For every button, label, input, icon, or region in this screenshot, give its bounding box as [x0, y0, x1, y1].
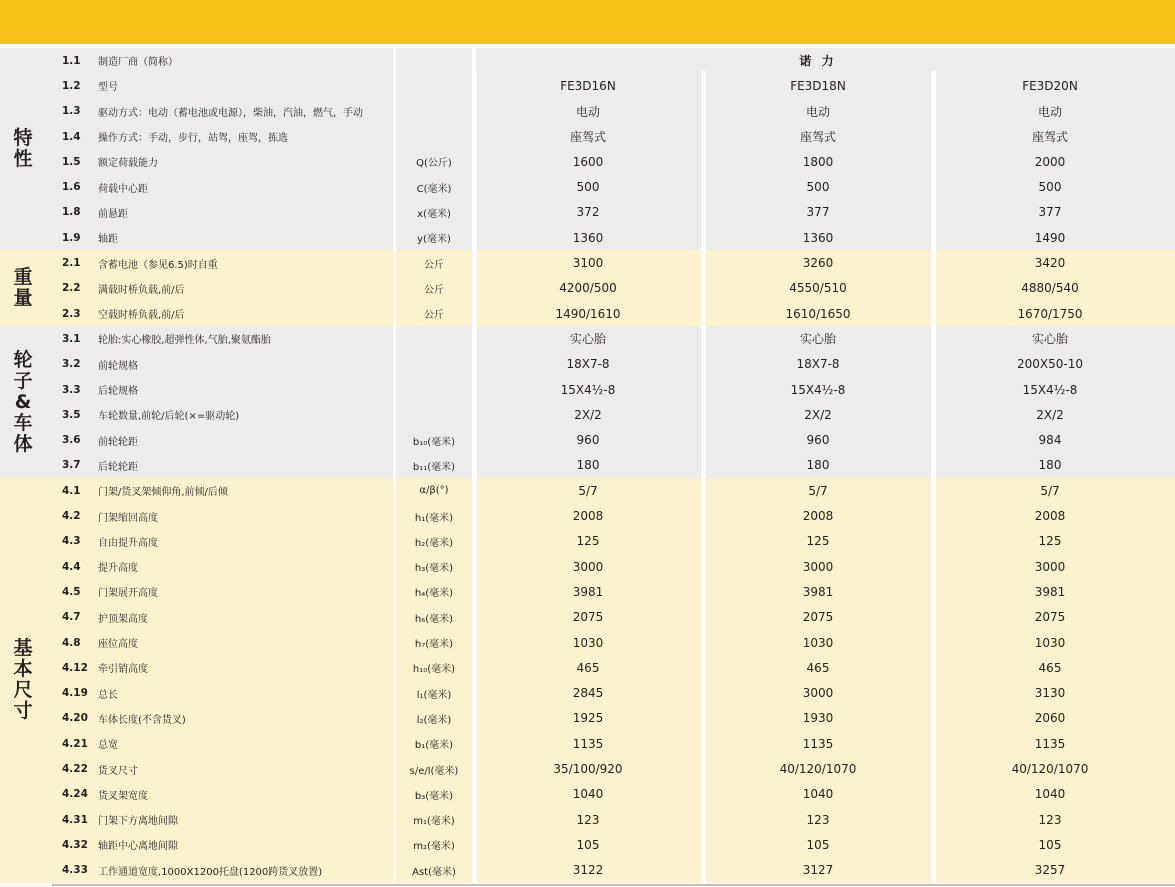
value-fe3d20n: 2X/2 [1036, 407, 1064, 422]
value-fe3d20n: 500 [1038, 180, 1062, 195]
value-fe3d20n: 2008 [1034, 509, 1066, 524]
row-number: 4.12 [62, 661, 88, 674]
table-row [0, 503, 1175, 528]
row-description: 型号 [98, 82, 118, 94]
value-fe3d18n: 1030 [802, 635, 834, 650]
value-fe3d18n: 2008 [802, 509, 834, 524]
value-fe3d20n: 3420 [1034, 256, 1066, 271]
row-number: 4.4 [62, 560, 81, 573]
value-fe3d20n: 座驾式 [1031, 130, 1068, 145]
row-description: 制造厂商（简称） [98, 57, 178, 69]
value-fe3d18n: 465 [806, 660, 830, 675]
value-fe3d18n: 105 [806, 837, 830, 852]
value-fe3d16n: 2X/2 [574, 407, 602, 422]
table-row [0, 554, 1175, 579]
section-dimensions [0, 478, 1175, 883]
row-description: 驱动方式：电动（蓄电池或电源），柴油，汽油，燃气，手动 [98, 107, 363, 119]
value-fe3d18n: 3260 [802, 256, 834, 271]
row-unit: h₆(毫米) [414, 613, 454, 625]
row-description: 提升高度 [98, 563, 138, 575]
table-row [0, 579, 1175, 604]
row-number: 4.8 [62, 636, 81, 649]
row-unit: y(毫米) [417, 234, 451, 246]
row-unit: C(毫米) [416, 183, 452, 195]
row-number: 4.24 [62, 788, 88, 801]
row-number: 3.1 [62, 332, 81, 345]
row-description: 门架/货叉架倾仰角,前倾/后倾 [98, 487, 228, 499]
table-row [0, 782, 1175, 807]
value-fe3d18n: 2075 [802, 610, 834, 625]
row-unit: α/β(°) [419, 485, 449, 497]
value-fe3d20n: 电动 [1037, 104, 1062, 119]
row-description: 门架下方离地间隙 [98, 816, 178, 828]
value-fe3d20n: 984 [1038, 433, 1062, 448]
row-number: 3.6 [62, 434, 81, 447]
table-row [0, 149, 1175, 174]
section-label-text: 基本尺寸 [13, 637, 33, 723]
section-label-text: 轮子&车体 [13, 348, 33, 455]
value-fe3d16n: 2008 [572, 509, 604, 524]
table-row [0, 706, 1175, 731]
row-description: 含蓄电池（参见6.5)时自重 [98, 259, 218, 271]
row-number: 1.5 [62, 155, 81, 168]
row-unit: b₃(毫米) [414, 790, 454, 802]
value-fe3d16n: 500 [576, 180, 600, 195]
value-fe3d20n [936, 48, 1164, 73]
row-unit: Q(公斤) [416, 158, 452, 170]
row-unit: m₁(毫米) [413, 816, 455, 828]
value-fe3d16n: 电动 [575, 104, 600, 119]
row-number: 4.1 [62, 484, 81, 497]
table-row [0, 731, 1175, 756]
row-unit: h₂(毫米) [414, 537, 454, 549]
row-unit: l₂(毫米) [416, 714, 452, 726]
value-fe3d18n: 1800 [802, 154, 834, 169]
value-fe3d16n: 1040 [572, 787, 604, 802]
row-unit: h₃(毫米) [414, 563, 454, 575]
table-row [0, 175, 1175, 200]
row-number: 1.1 [62, 54, 81, 67]
row-number: 1.8 [62, 206, 81, 219]
row-description: 自由提升高度 [98, 537, 158, 549]
row-unit: b₁₀(毫米) [412, 436, 456, 448]
row-number: 4.22 [62, 763, 88, 776]
row-unit [396, 402, 472, 427]
value-fe3d16n: 123 [576, 812, 600, 827]
row-description: 后轮轮距 [98, 461, 138, 473]
value-fe3d18n: 1135 [802, 736, 834, 751]
row-unit: b₁(毫米) [414, 740, 454, 752]
table-row [0, 402, 1175, 427]
row-description: 车轮数量,前轮/后轮(×=驱动轮) [98, 411, 240, 423]
row-description: 门架展开高度 [98, 588, 158, 600]
table-row [0, 655, 1175, 680]
table-row [0, 250, 1175, 275]
table-row [0, 200, 1175, 225]
table-row [0, 377, 1175, 402]
value-fe3d18n: 125 [806, 534, 830, 549]
value-fe3d18n: 电动 [805, 104, 830, 119]
value-fe3d16n: 105 [576, 837, 600, 852]
section-wheels-chassis [0, 326, 1175, 478]
value-fe3d18n: 诺 力 [799, 54, 837, 69]
row-number: 1.4 [62, 130, 81, 143]
row-unit: 公斤 [424, 259, 444, 271]
value-fe3d20n: 180 [1038, 458, 1062, 473]
value-fe3d20n: 2060 [1034, 711, 1066, 726]
row-unit: m₂(毫米) [413, 841, 455, 853]
row-number: 2.2 [62, 282, 81, 295]
table-row [0, 352, 1175, 377]
value-fe3d20n: 123 [1038, 812, 1062, 827]
row-unit: 公斤 [424, 284, 444, 296]
row-description: 总长 [98, 689, 118, 701]
table-row [0, 73, 1175, 98]
row-description: 额定荷载能力 [98, 158, 158, 170]
value-fe3d16n: 2845 [572, 686, 604, 701]
header-bar [0, 0, 1175, 44]
table-row [0, 478, 1175, 503]
value-fe3d16n: 125 [576, 534, 600, 549]
value-fe3d16n: 1135 [572, 736, 604, 751]
value-fe3d16n: 1925 [572, 711, 604, 726]
value-fe3d20n: 1030 [1034, 635, 1066, 650]
value-fe3d18n: 3000 [802, 559, 834, 574]
row-number: 2.3 [62, 307, 81, 320]
value-fe3d20n: 4880/540 [1021, 281, 1079, 296]
value-fe3d20n: 2075 [1034, 610, 1066, 625]
value-fe3d16n: 1360 [572, 230, 604, 245]
value-fe3d20n: 465 [1038, 660, 1062, 675]
table-row [0, 427, 1175, 452]
row-number: 1.3 [62, 105, 81, 118]
value-fe3d20n: 2000 [1034, 154, 1066, 169]
row-unit: Ast(毫米) [412, 866, 456, 878]
row-description: 工作通道宽度,1000X1200托盘(1200跨货叉放置) [98, 866, 323, 878]
row-description: 货叉尺寸 [98, 765, 138, 777]
row-number: 3.5 [62, 408, 81, 421]
value-fe3d18n: 500 [806, 180, 830, 195]
row-unit [396, 48, 472, 73]
row-description: 荷载中心距 [98, 183, 148, 195]
row-unit: l₁(毫米) [416, 689, 452, 701]
value-fe3d20n: 15X4½-8 [1022, 382, 1078, 397]
value-fe3d16n: 3981 [572, 584, 604, 599]
row-description: 前轮轮距 [98, 436, 138, 448]
value-fe3d18n: 座驾式 [799, 130, 836, 145]
value-fe3d18n: 18X7-8 [796, 357, 840, 372]
row-unit [396, 377, 472, 402]
value-fe3d18n: 4550/510 [789, 281, 847, 296]
row-number: 4.31 [62, 813, 88, 826]
row-description: 满载时桥负载,前/后 [98, 284, 185, 296]
value-fe3d18n: 1040 [802, 787, 834, 802]
value-fe3d20n: 实心胎 [1031, 332, 1068, 347]
table-row [0, 858, 1175, 883]
value-fe3d20n: 377 [1038, 205, 1062, 220]
bottom-rule [52, 884, 1175, 886]
row-description: 后轮规格 [98, 386, 138, 398]
value-fe3d16n: FE3D16N [560, 78, 616, 93]
value-fe3d20n: 200X50-10 [1017, 357, 1083, 372]
row-unit [396, 73, 472, 98]
table-row [0, 529, 1175, 554]
value-fe3d18n: 实心胎 [799, 332, 836, 347]
value-fe3d16n: 180 [576, 458, 600, 473]
value-fe3d20n: 1490 [1034, 230, 1066, 245]
value-fe3d18n: 123 [806, 812, 830, 827]
value-fe3d16n: 3100 [572, 256, 604, 271]
table-row [0, 756, 1175, 781]
row-description: 轴距 [98, 234, 118, 246]
table-row [0, 225, 1175, 250]
row-description: 货叉架宽度 [98, 790, 148, 802]
value-fe3d20n: 125 [1038, 534, 1062, 549]
table-row [0, 276, 1175, 301]
row-description: 门架缩回高度 [98, 512, 158, 524]
value-fe3d18n: 2X/2 [804, 407, 832, 422]
value-fe3d18n: 5/7 [808, 483, 828, 498]
value-fe3d16n: 18X7-8 [566, 357, 610, 372]
value-fe3d16n: 5/7 [578, 483, 598, 498]
value-fe3d20n: 1040 [1034, 787, 1066, 802]
row-description: 总宽 [98, 740, 118, 752]
value-fe3d16n [476, 48, 700, 73]
value-fe3d16n: 465 [576, 660, 600, 675]
row-number: 1.6 [62, 181, 81, 194]
row-number: 1.9 [62, 231, 81, 244]
row-number: 3.7 [62, 459, 81, 472]
section-label-text: 特性 [13, 127, 33, 171]
row-unit [396, 326, 472, 351]
row-number: 4.2 [62, 510, 81, 523]
row-unit [396, 124, 472, 149]
row-unit: x(毫米) [417, 208, 451, 220]
row-description: 前轮规格 [98, 360, 138, 372]
value-fe3d16n: 1600 [572, 154, 604, 169]
row-unit: 公斤 [424, 310, 444, 322]
row-unit: h₇(毫米) [414, 639, 454, 651]
row-description: 轮胎:实心橡胶,超弹性体,气胎,聚氨酯胎 [98, 335, 271, 347]
value-fe3d16n: 4200/500 [559, 281, 617, 296]
row-description: 空载时桥负载,前/后 [98, 310, 185, 322]
value-fe3d16n: 1030 [572, 635, 604, 650]
row-description: 护顶架高度 [98, 613, 148, 625]
row-unit: h₄(毫米) [414, 588, 454, 600]
row-number: 4.33 [62, 864, 88, 877]
row-number: 4.32 [62, 838, 88, 851]
value-fe3d16n: 3000 [572, 559, 604, 574]
row-description: 操作方式：手动，步行，站驾，座驾，拣选 [98, 133, 288, 145]
row-description: 前悬距 [98, 208, 128, 220]
row-number: 4.20 [62, 712, 88, 725]
row-unit: b₁₁(毫米) [412, 461, 456, 473]
table-row [0, 124, 1175, 149]
value-fe3d16n: 3122 [572, 863, 604, 878]
value-fe3d20n: 105 [1038, 837, 1062, 852]
table-row [0, 326, 1175, 351]
value-fe3d18n: 377 [806, 205, 830, 220]
value-fe3d16n: 2075 [572, 610, 604, 625]
value-fe3d20n: 1135 [1034, 736, 1066, 751]
row-unit [396, 99, 472, 124]
value-fe3d20n: 3000 [1034, 559, 1066, 574]
value-fe3d16n: 372 [576, 205, 600, 220]
row-unit [396, 352, 472, 377]
row-description: 座位高度 [98, 639, 138, 651]
row-number: 4.19 [62, 687, 88, 700]
table-row [0, 630, 1175, 655]
row-description: 车体长度(不含货叉) [98, 714, 186, 726]
table-row [0, 605, 1175, 630]
value-fe3d20n: 3257 [1034, 863, 1066, 878]
row-unit: h₁₀(毫米) [412, 664, 456, 676]
row-number: 3.2 [62, 358, 81, 371]
row-unit: h₁(毫米) [414, 512, 454, 524]
section-label-text: 重量 [13, 266, 33, 310]
section-characteristics [0, 48, 1175, 250]
value-fe3d18n: 1610/1650 [785, 306, 851, 321]
row-number: 4.5 [62, 585, 81, 598]
row-description: 牵引销高度 [98, 664, 148, 676]
row-number: 4.3 [62, 535, 81, 548]
value-fe3d18n: 960 [806, 433, 830, 448]
value-fe3d18n: 3000 [802, 686, 834, 701]
table-row [0, 832, 1175, 857]
section-weight [0, 250, 1175, 326]
value-fe3d16n: 35/100/920 [553, 762, 623, 777]
value-fe3d20n: 1670/1750 [1017, 306, 1083, 321]
value-fe3d18n: 1360 [802, 230, 834, 245]
value-fe3d18n: 1930 [802, 711, 834, 726]
row-description: 轴距中心离地间隙 [98, 841, 178, 853]
value-fe3d20n: 40/120/1070 [1011, 762, 1089, 777]
value-fe3d20n: 5/7 [1040, 483, 1060, 498]
value-fe3d16n: 座驾式 [569, 130, 606, 145]
table-row [0, 807, 1175, 832]
value-fe3d18n: 3127 [802, 863, 834, 878]
row-number: 2.1 [62, 257, 81, 270]
table-row [0, 99, 1175, 124]
value-fe3d18n: 3981 [802, 584, 834, 599]
value-fe3d20n: 3981 [1034, 584, 1066, 599]
table-row [0, 680, 1175, 705]
row-unit: s/e/l(毫米) [409, 765, 459, 777]
value-fe3d16n: 实心胎 [569, 332, 606, 347]
value-fe3d20n: FE3D20N [1022, 78, 1078, 93]
value-fe3d16n: 960 [576, 433, 600, 448]
row-number: 4.7 [62, 611, 81, 624]
value-fe3d20n: 3130 [1034, 686, 1066, 701]
value-fe3d18n: 180 [806, 458, 830, 473]
row-number: 3.3 [62, 383, 81, 396]
value-fe3d18n: 15X4½-8 [790, 382, 846, 397]
value-fe3d18n: 40/120/1070 [779, 762, 857, 777]
table-row [0, 301, 1175, 326]
row-number: 1.2 [62, 79, 81, 92]
value-fe3d16n: 15X4½-8 [560, 382, 616, 397]
value-fe3d18n: FE3D18N [790, 78, 846, 93]
table-row [0, 453, 1175, 478]
row-number: 4.21 [62, 737, 88, 750]
table-row [0, 48, 1175, 73]
value-fe3d16n: 1490/1610 [555, 306, 621, 321]
